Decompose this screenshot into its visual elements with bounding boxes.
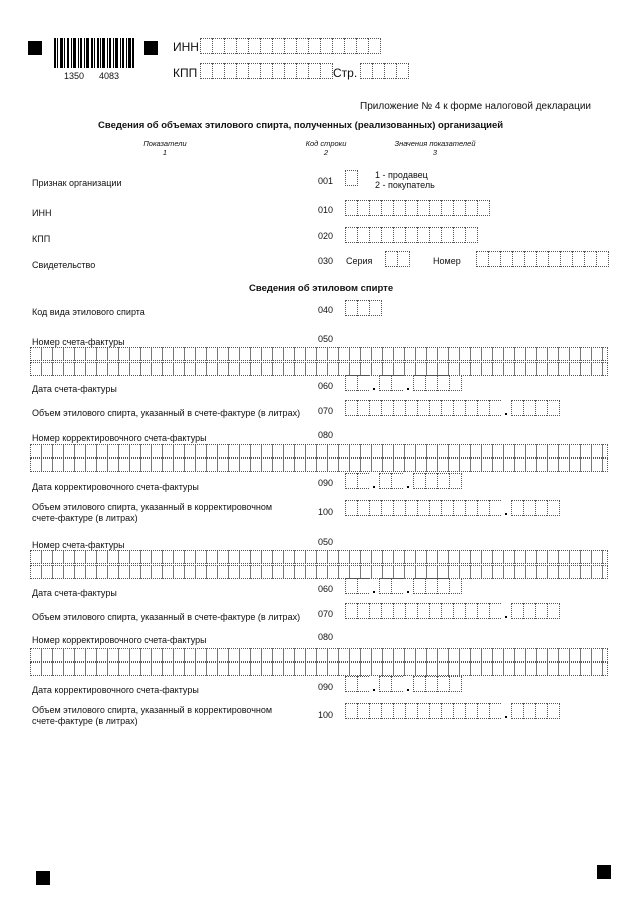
b1-volume-label: Объем этилового спирта, указанный в счете-фактуре (в литрах) (32, 408, 301, 418)
spirit-kind-code: 040 (318, 305, 334, 315)
org-inn-cells[interactable] (345, 200, 490, 216)
org-sign-seller-option: 1 - продавец (375, 170, 428, 180)
org-inn-code: 010 (318, 205, 334, 215)
org-kpp-code: 020 (318, 231, 334, 241)
b2-invoice-no-cells[interactable] (30, 550, 608, 564)
b2-invoice-date-code: 060 (318, 584, 334, 594)
b1-corr-date-label: Дата корректировочного счета-фактуры (32, 482, 199, 492)
corner-marker-top-left (28, 41, 42, 55)
org-kpp-label: КПП (32, 234, 51, 244)
org-inn-label: ИНН (32, 208, 52, 218)
b2-invoice-no-code: 050 (318, 537, 334, 547)
org-cert-number-cells[interactable] (476, 251, 609, 267)
b1-corr-volume-label: Объем этилового спирта, указанный в корректировочном счете-фактуре (в литрах) (32, 502, 273, 523)
org-cert-number-label: Номер (433, 256, 461, 266)
corner-marker-top-right (144, 41, 158, 55)
spirit-kind-cells[interactable] (345, 300, 382, 316)
b2-corr-no-cells[interactable] (30, 648, 608, 662)
b1-corr-date-cells[interactable] (345, 473, 462, 489)
b2-corr-volume-code: 100 (318, 710, 334, 720)
b1-volume-code: 070 (318, 406, 334, 416)
barcode-number-left: 1350 (64, 71, 85, 81)
barcode-graphic (54, 38, 134, 68)
b1-invoice-date-code: 060 (318, 381, 334, 391)
b2-invoice-date-label: Дата счета-фактуры (32, 588, 117, 598)
b2-invoice-no-label: Номер счета-фактуры (32, 540, 125, 550)
org-sign-cell[interactable] (345, 170, 358, 186)
b2-volume-code: 070 (318, 609, 334, 619)
form-title: Сведения об объемах этилового спирта, полученных (реализованных) организацией (98, 120, 504, 131)
b2-invoice-no-cells-2[interactable] (30, 565, 608, 579)
org-cert-code: 030 (318, 256, 334, 266)
org-cert-series-cells[interactable] (385, 251, 410, 267)
b2-invoice-date-cells[interactable] (345, 578, 462, 594)
org-sign-buyer-option: 2 - покупатель (375, 180, 435, 190)
b2-corr-volume-cells[interactable] (345, 703, 560, 719)
org-kpp-cells[interactable] (345, 227, 478, 243)
b2-corr-date-cells[interactable] (345, 676, 462, 692)
b1-corr-no-label: Номер корректировочного счета-фактуры (32, 433, 207, 443)
b2-corr-no-label: Номер корректировочного счета-фактуры (32, 635, 207, 645)
header-inn-cells[interactable] (200, 38, 381, 54)
column-header-2: Код строки 2 (305, 139, 347, 157)
barcode-number-right: 4083 (99, 71, 120, 81)
spirit-kind-label: Код вида этилового спирта (32, 307, 145, 317)
column-header-3: Значения показателей 3 (394, 139, 476, 157)
b1-invoice-no-label: Номер счета-фактуры (32, 337, 125, 347)
b1-invoice-date-cells[interactable] (345, 375, 462, 391)
b1-volume-cells[interactable] (345, 400, 560, 416)
b1-invoice-no-cells-2[interactable] (30, 362, 608, 376)
b1-invoice-no-cells[interactable] (30, 347, 608, 361)
org-sign-label: Признак организации (32, 178, 122, 188)
b1-corr-volume-code: 100 (318, 507, 334, 517)
header-inn-label: ИНН (173, 40, 199, 54)
b1-invoice-no-code: 050 (318, 334, 334, 344)
b1-corr-volume-cells[interactable] (345, 500, 560, 516)
header-kpp-cells[interactable] (200, 63, 333, 79)
org-cert-series-label: Серия (346, 256, 373, 266)
b2-volume-cells[interactable] (345, 603, 560, 619)
b2-corr-date-label: Дата корректировочного счета-фактуры (32, 685, 199, 695)
header-page-label: Стр. (333, 66, 358, 80)
b2-corr-date-code: 090 (318, 682, 334, 692)
b1-corr-no-cells-2[interactable] (30, 458, 608, 472)
b1-corr-no-cells[interactable] (30, 444, 608, 458)
b2-volume-label: Объем этилового спирта, указанный в счете-фактуре (в литрах) (32, 612, 301, 622)
b2-corr-no-code: 080 (318, 632, 334, 642)
column-header-1: Показатели 1 (143, 139, 187, 157)
b2-corr-no-cells-2[interactable] (30, 662, 608, 676)
header-page-cells[interactable] (360, 63, 409, 79)
spirit-section-title: Сведения об этиловом спирте (249, 283, 394, 294)
org-sign-code: 001 (318, 176, 334, 186)
header-kpp-label: КПП (173, 66, 198, 80)
corner-marker-bottom-right (597, 865, 611, 879)
corner-marker-bottom-left (36, 871, 50, 885)
b1-corr-date-code: 090 (318, 478, 334, 488)
b2-corr-volume-label: Объем этилового спирта, указанный в корректировочном счете-фактуре (в литрах) (32, 705, 273, 726)
appendix-title: Приложение № 4 к форме налоговой декларации (360, 101, 592, 112)
b1-invoice-date-label: Дата счета-фактуры (32, 384, 117, 394)
b1-corr-no-code: 080 (318, 430, 334, 440)
org-cert-label: Свидетельство (32, 260, 96, 270)
